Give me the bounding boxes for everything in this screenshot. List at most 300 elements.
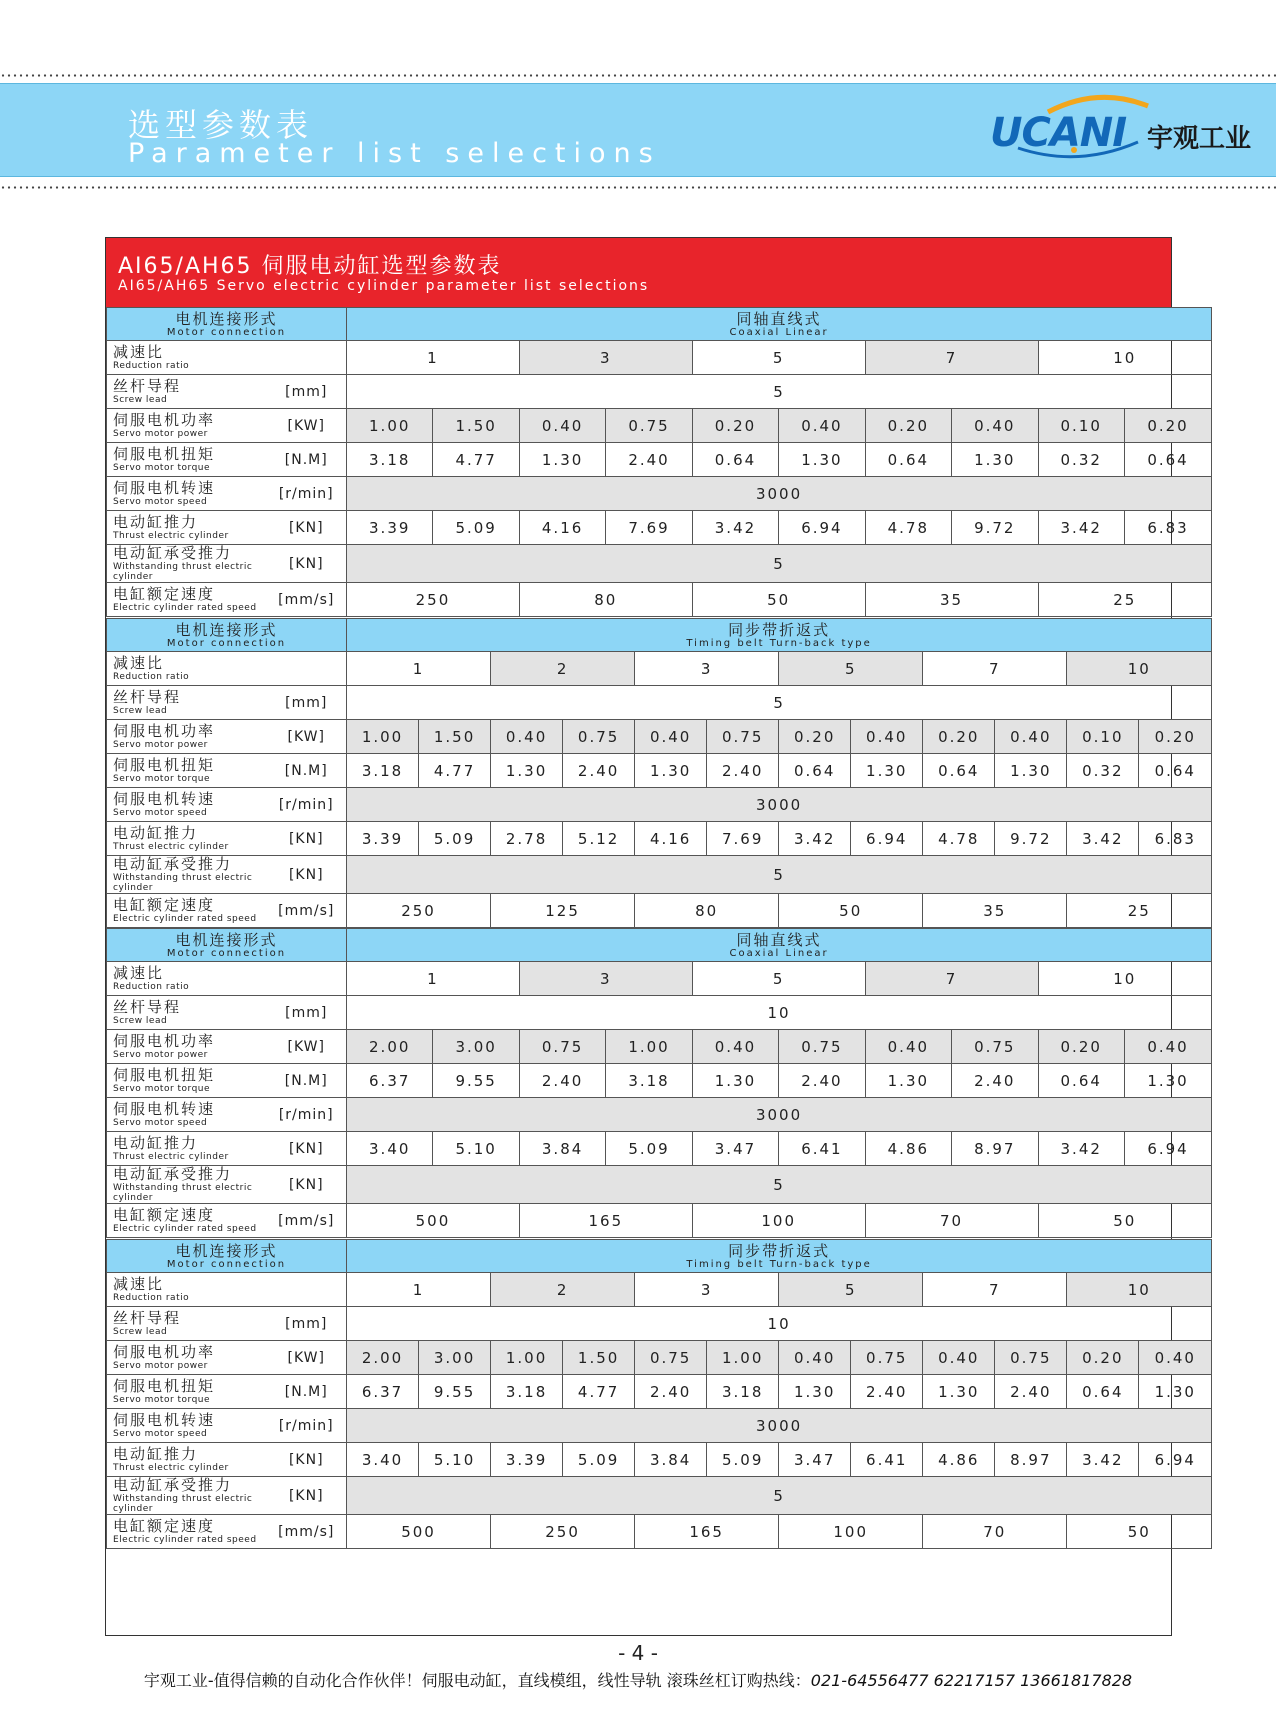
power-cell: 0.20 xyxy=(1139,720,1212,754)
rated-speed-cell: 35 xyxy=(923,894,1067,928)
footer-slogan xyxy=(0,1668,1276,1691)
power-cell: 1.00 xyxy=(347,409,433,443)
row-label-reduction_ratio xyxy=(107,962,347,996)
row-label-withstanding xyxy=(107,1166,267,1204)
thrust-cell: 5.10 xyxy=(419,1443,491,1477)
power-cell: 0.40 xyxy=(635,720,707,754)
rated-speed-cell: 100 xyxy=(692,1204,865,1238)
withstanding-value: 5 xyxy=(347,1166,1212,1204)
power-cell: 0.40 xyxy=(491,720,563,754)
thrust-cell: 3.39 xyxy=(491,1443,563,1477)
connection-type-header xyxy=(347,1240,1212,1273)
rated-speed-cell: 500 xyxy=(347,1515,491,1549)
thrust-cell: 2.78 xyxy=(491,822,563,856)
header-en: Motor connection xyxy=(166,637,287,649)
power-cell: 0.20 xyxy=(923,720,995,754)
rated-speed-cell: 165 xyxy=(635,1515,779,1549)
row-label-cn: 电动缸推力 xyxy=(113,513,199,531)
thrust-cell: 3.47 xyxy=(779,1443,851,1477)
row-label-motor_torque xyxy=(107,443,267,477)
rated-speed-cell: 80 xyxy=(519,583,692,617)
ratio-cell: 7 xyxy=(923,1273,1067,1307)
torque-cell: 0.64 xyxy=(1124,443,1211,477)
torque-cell: 1.30 xyxy=(779,443,865,477)
power-cell: 0.40 xyxy=(519,409,605,443)
unit-motor_torque: [N.M] xyxy=(267,1375,347,1409)
row-label-cn: 减速比 xyxy=(113,1275,165,1293)
row-label-screw_lead xyxy=(107,996,267,1030)
row-label-reduction_ratio xyxy=(107,341,347,375)
ratio-cell: 1 xyxy=(347,341,520,375)
thrust-cell: 5.09 xyxy=(419,822,491,856)
motor-connection-header xyxy=(107,929,347,962)
thrust-cell: 3.47 xyxy=(692,1132,778,1166)
ratio-cell: 5 xyxy=(692,341,865,375)
row-label-en: Withstanding thrust electric cylinder xyxy=(113,873,253,893)
row-label-cn: 伺服电机转速 xyxy=(113,479,216,497)
rated-speed-cell: 100 xyxy=(779,1515,923,1549)
torque-cell: 0.64 xyxy=(865,443,951,477)
row-label-cn: 丝杆导程 xyxy=(113,1309,182,1327)
connection-type-en: Coaxial Linear xyxy=(729,947,829,959)
spec-table-2 xyxy=(106,618,1212,928)
rated-speed-cell: 80 xyxy=(635,894,779,928)
power-cell: 0.75 xyxy=(606,409,692,443)
thrust-cell: 8.97 xyxy=(952,1132,1038,1166)
motor-connection-header xyxy=(107,619,347,652)
torque-cell: 2.40 xyxy=(851,1375,923,1409)
torque-cell: 1.30 xyxy=(635,754,707,788)
torque-cell: 9.55 xyxy=(433,1064,519,1098)
rated-speed-cell: 50 xyxy=(1067,1515,1212,1549)
ratio-cell: 2 xyxy=(491,652,635,686)
torque-cell: 1.30 xyxy=(779,1375,851,1409)
row-label-en: Electric cylinder rated speed xyxy=(113,1224,257,1234)
row-label-thrust xyxy=(107,822,267,856)
header-en: Motor connection xyxy=(166,326,287,338)
unit-motor_power: [KW] xyxy=(267,1030,347,1064)
row-label-cn: 电动缸推力 xyxy=(113,1134,199,1152)
unit-motor_torque: [N.M] xyxy=(267,1064,347,1098)
motor-connection-header xyxy=(107,308,347,341)
thrust-cell: 5.09 xyxy=(433,511,519,545)
power-cell: 0.10 xyxy=(1038,409,1124,443)
power-cell: 0.75 xyxy=(519,1030,605,1064)
unit-thrust: [KN] xyxy=(267,1132,347,1166)
page-number: - 4 - xyxy=(618,1641,658,1665)
connection-type-header xyxy=(347,619,1212,652)
row-label-withstanding xyxy=(107,545,267,583)
power-cell: 0.20 xyxy=(1124,409,1211,443)
row-label-motor_power xyxy=(107,1030,267,1064)
row-label-motor_torque xyxy=(107,1375,267,1409)
row-label-en: Reduction ratio xyxy=(113,361,190,371)
unit-withstanding: [KN] xyxy=(267,856,347,894)
row-label-screw_lead xyxy=(107,686,267,720)
thrust-cell: 5.10 xyxy=(433,1132,519,1166)
connection-type-cn: 同步带折返式 xyxy=(728,1241,831,1260)
row-label-thrust xyxy=(107,511,267,545)
row-label-cn: 电动缸推力 xyxy=(113,824,199,842)
ratio-cell: 7 xyxy=(923,652,1067,686)
row-label-cn: 伺服电机功率 xyxy=(113,722,216,740)
row-label-en: Withstanding thrust electric cylinder xyxy=(113,562,253,582)
row-label-screw_lead xyxy=(107,1307,267,1341)
thrust-cell: 7.69 xyxy=(707,822,779,856)
thrust-cell: 3.39 xyxy=(347,511,433,545)
ratio-cell: 7 xyxy=(865,962,1038,996)
thrust-cell: 8.97 xyxy=(995,1443,1067,1477)
torque-cell: 6.37 xyxy=(347,1064,433,1098)
rated-speed-cell: 25 xyxy=(1038,583,1212,617)
header-cn: 电机连接形式 xyxy=(175,309,278,328)
row-label-motor_power xyxy=(107,1341,267,1375)
row-label-en: Servo motor torque xyxy=(113,1395,211,1405)
torque-cell: 1.30 xyxy=(692,1064,778,1098)
ratio-cell: 5 xyxy=(779,652,923,686)
torque-cell: 2.40 xyxy=(519,1064,605,1098)
power-cell: 0.40 xyxy=(851,720,923,754)
thrust-cell: 6.83 xyxy=(1124,511,1211,545)
connection-type-cn: 同步带折返式 xyxy=(728,620,831,639)
torque-cell: 9.55 xyxy=(419,1375,491,1409)
thrust-cell: 6.41 xyxy=(779,1132,865,1166)
rated-speed-cell: 250 xyxy=(347,583,520,617)
row-label-en: Servo motor power xyxy=(113,1361,208,1371)
torque-cell: 1.30 xyxy=(865,1064,951,1098)
row-label-cn: 丝杆导程 xyxy=(113,377,182,395)
power-cell: 0.20 xyxy=(1067,1341,1139,1375)
unit-motor_torque: [N.M] xyxy=(267,754,347,788)
company-logo xyxy=(990,90,1270,170)
rated-speed-cell: 50 xyxy=(1038,1204,1212,1238)
thrust-cell: 3.42 xyxy=(692,511,778,545)
row-label-reduction_ratio xyxy=(107,1273,347,1307)
screw-lead-value: 10 xyxy=(347,1307,1212,1341)
row-label-cn: 电动缸承受推力 xyxy=(113,855,233,873)
screw-lead-value: 5 xyxy=(347,375,1212,409)
torque-cell: 2.40 xyxy=(995,1375,1067,1409)
row-label-en: Thrust electric cylinder xyxy=(113,1463,229,1473)
row-label-rated_speed xyxy=(107,583,267,617)
torque-cell: 0.64 xyxy=(1067,1375,1139,1409)
spec-table-1 xyxy=(106,307,1212,617)
row-label-cn: 伺服电机扭矩 xyxy=(113,1066,216,1084)
motor-speed-value: 3000 xyxy=(347,1409,1212,1443)
torque-cell: 0.64 xyxy=(692,443,778,477)
table-title-cn: AI65/AH65 伺服电动缸选型参数表 xyxy=(118,254,502,279)
unit-motor_speed: [r/min] xyxy=(267,1098,347,1132)
torque-cell: 0.32 xyxy=(1038,443,1124,477)
thrust-cell: 3.84 xyxy=(635,1443,707,1477)
row-label-en: Reduction ratio xyxy=(113,1293,190,1303)
thrust-cell: 6.94 xyxy=(851,822,923,856)
rated-speed-cell: 250 xyxy=(347,894,491,928)
row-label-cn: 电动缸承受推力 xyxy=(113,1165,233,1183)
power-cell: 0.75 xyxy=(635,1341,707,1375)
rated-speed-cell: 70 xyxy=(865,1204,1038,1238)
logo-text-en: UCANI xyxy=(990,110,1127,156)
row-label-withstanding xyxy=(107,856,267,894)
rated-speed-cell: 500 xyxy=(347,1204,520,1238)
unit-withstanding: [KN] xyxy=(267,1166,347,1204)
connection-type-en: Timing belt Turn-back type xyxy=(686,1258,872,1270)
spec-table-3 xyxy=(106,928,1212,1238)
row-label-motor_power xyxy=(107,720,267,754)
row-label-motor_speed xyxy=(107,1098,267,1132)
banner-title-cn: 选型参数表 xyxy=(128,106,314,144)
header-cn: 电机连接形式 xyxy=(175,620,278,639)
row-label-rated_speed xyxy=(107,1515,267,1549)
row-label-cn: 伺服电机转速 xyxy=(113,790,216,808)
thrust-cell: 6.94 xyxy=(779,511,865,545)
rated-speed-cell: 50 xyxy=(779,894,923,928)
row-label-motor_torque xyxy=(107,754,267,788)
thrust-cell: 4.86 xyxy=(923,1443,995,1477)
row-label-en: Servo motor speed xyxy=(113,1118,208,1128)
row-label-cn: 电缸额定速度 xyxy=(113,1517,216,1535)
torque-cell: 3.18 xyxy=(347,443,433,477)
unit-withstanding: [KN] xyxy=(267,545,347,583)
thrust-cell: 3.84 xyxy=(519,1132,605,1166)
connection-type-header xyxy=(347,929,1212,962)
row-label-cn: 减速比 xyxy=(113,654,165,672)
power-cell: 2.00 xyxy=(347,1341,419,1375)
ratio-cell: 10 xyxy=(1038,341,1212,375)
thrust-cell: 9.72 xyxy=(952,511,1038,545)
row-label-en: Screw lead xyxy=(113,395,168,405)
power-cell: 0.40 xyxy=(865,1030,951,1064)
ratio-cell: 7 xyxy=(865,341,1038,375)
unit-motor_speed: [r/min] xyxy=(267,1409,347,1443)
row-label-en: Servo motor torque xyxy=(113,1084,211,1094)
row-label-en: Reduction ratio xyxy=(113,982,190,992)
power-cell: 0.40 xyxy=(952,409,1038,443)
table-title-bar xyxy=(106,238,1171,307)
row-label-cn: 伺服电机功率 xyxy=(113,1032,216,1050)
ratio-cell: 5 xyxy=(692,962,865,996)
torque-cell: 2.40 xyxy=(952,1064,1038,1098)
unit-motor_torque: [N.M] xyxy=(267,443,347,477)
thrust-cell: 5.09 xyxy=(606,1132,692,1166)
withstanding-value: 5 xyxy=(347,856,1212,894)
power-cell: 0.20 xyxy=(1038,1030,1124,1064)
power-cell: 0.10 xyxy=(1067,720,1139,754)
thrust-cell: 6.83 xyxy=(1139,822,1212,856)
ratio-cell: 10 xyxy=(1067,1273,1212,1307)
thrust-cell: 3.40 xyxy=(347,1443,419,1477)
power-cell: 1.50 xyxy=(419,720,491,754)
row-label-cn: 伺服电机功率 xyxy=(113,1343,216,1361)
torque-cell: 4.77 xyxy=(563,1375,635,1409)
power-cell: 1.00 xyxy=(707,1341,779,1375)
unit-motor_speed: [r/min] xyxy=(267,477,347,511)
row-label-motor_speed xyxy=(107,788,267,822)
withstanding-value: 5 xyxy=(347,545,1212,583)
unit-screw_lead: [mm] xyxy=(267,996,347,1030)
power-cell: 0.40 xyxy=(1139,1341,1212,1375)
row-label-reduction_ratio xyxy=(107,652,347,686)
row-label-cn: 电缸额定速度 xyxy=(113,896,216,914)
row-label-en: Electric cylinder rated speed xyxy=(113,914,257,924)
row-label-en: Servo motor torque xyxy=(113,774,211,784)
power-cell: 3.00 xyxy=(433,1030,519,1064)
torque-cell: 0.64 xyxy=(779,754,851,788)
unit-withstanding: [KN] xyxy=(267,1477,347,1515)
torque-cell: 2.40 xyxy=(779,1064,865,1098)
row-label-cn: 丝杆导程 xyxy=(113,998,182,1016)
torque-cell: 1.30 xyxy=(995,754,1067,788)
thrust-cell: 5.12 xyxy=(563,822,635,856)
ratio-cell: 1 xyxy=(347,1273,491,1307)
row-label-en: Servo motor speed xyxy=(113,1429,208,1439)
banner-title-en: Parameter list selections xyxy=(128,138,661,169)
screw-lead-value: 10 xyxy=(347,996,1212,1030)
torque-cell: 2.40 xyxy=(606,443,692,477)
screw-lead-value: 5 xyxy=(347,686,1212,720)
connection-type-en: Coaxial Linear xyxy=(729,326,829,338)
power-cell: 0.75 xyxy=(779,1030,865,1064)
row-label-en: Servo motor torque xyxy=(113,463,211,473)
power-cell: 0.75 xyxy=(952,1030,1038,1064)
torque-cell: 1.30 xyxy=(491,754,563,788)
header-en: Motor connection xyxy=(166,947,287,959)
power-cell: 0.40 xyxy=(779,1341,851,1375)
row-label-en: Servo motor speed xyxy=(113,497,208,507)
power-cell: 1.00 xyxy=(606,1030,692,1064)
row-label-cn: 电缸额定速度 xyxy=(113,1206,216,1224)
unit-screw_lead: [mm] xyxy=(267,1307,347,1341)
rated-speed-cell: 125 xyxy=(491,894,635,928)
unit-thrust: [KN] xyxy=(267,822,347,856)
row-label-en: Reduction ratio xyxy=(113,672,190,682)
motor-speed-value: 3000 xyxy=(347,477,1212,511)
torque-cell: 4.77 xyxy=(433,443,519,477)
unit-motor_power: [KW] xyxy=(267,409,347,443)
row-label-cn: 电动缸推力 xyxy=(113,1445,199,1463)
power-cell: 0.20 xyxy=(692,409,778,443)
rated-speed-cell: 50 xyxy=(692,583,865,617)
unit-motor_speed: [r/min] xyxy=(267,788,347,822)
torque-cell: 0.64 xyxy=(923,754,995,788)
row-label-en: Servo motor speed xyxy=(113,808,208,818)
unit-rated_speed: [mm/s] xyxy=(267,583,347,617)
header-banner xyxy=(0,83,1276,177)
row-label-en: Thrust electric cylinder xyxy=(113,1152,229,1162)
torque-cell: 0.64 xyxy=(1139,754,1212,788)
row-label-cn: 伺服电机转速 xyxy=(113,1411,216,1429)
row-label-cn: 丝杆导程 xyxy=(113,688,182,706)
rated-speed-cell: 165 xyxy=(519,1204,692,1238)
ratio-cell: 10 xyxy=(1038,962,1212,996)
power-cell: 1.00 xyxy=(347,720,419,754)
power-cell: 0.75 xyxy=(995,1341,1067,1375)
unit-rated_speed: [mm/s] xyxy=(267,894,347,928)
thrust-cell: 3.42 xyxy=(1038,1132,1124,1166)
thrust-cell: 3.40 xyxy=(347,1132,433,1166)
power-cell: 0.20 xyxy=(865,409,951,443)
unit-screw_lead: [mm] xyxy=(267,375,347,409)
power-cell: 0.40 xyxy=(1124,1030,1211,1064)
ratio-cell: 3 xyxy=(519,341,692,375)
row-label-thrust xyxy=(107,1443,267,1477)
motor-speed-value: 3000 xyxy=(347,1098,1212,1132)
torque-cell: 3.18 xyxy=(491,1375,563,1409)
top-dotted-rule xyxy=(0,74,1276,77)
row-label-en: Servo motor power xyxy=(113,1050,208,1060)
torque-cell: 0.32 xyxy=(1067,754,1139,788)
row-label-rated_speed xyxy=(107,1204,267,1238)
torque-cell: 2.40 xyxy=(563,754,635,788)
power-cell: 1.50 xyxy=(433,409,519,443)
row-label-thrust xyxy=(107,1132,267,1166)
connection-type-cn: 同轴直线式 xyxy=(736,930,822,949)
thrust-cell: 3.42 xyxy=(1038,511,1124,545)
motor-speed-value: 3000 xyxy=(347,788,1212,822)
torque-cell: 1.30 xyxy=(1139,1375,1212,1409)
header-en: Motor connection xyxy=(166,1258,287,1270)
torque-cell: 3.18 xyxy=(606,1064,692,1098)
power-cell: 0.75 xyxy=(707,720,779,754)
thrust-cell: 4.78 xyxy=(865,511,951,545)
row-label-en: Thrust electric cylinder xyxy=(113,531,229,541)
spec-table-4 xyxy=(106,1239,1212,1549)
row-label-en: Electric cylinder rated speed xyxy=(113,603,257,613)
withstanding-value: 5 xyxy=(347,1477,1212,1515)
torque-cell: 1.30 xyxy=(851,754,923,788)
row-label-en: Servo motor power xyxy=(113,740,208,750)
thrust-cell: 6.41 xyxy=(851,1443,923,1477)
row-label-cn: 电动缸承受推力 xyxy=(113,1476,233,1494)
power-cell: 0.20 xyxy=(779,720,851,754)
power-cell: 1.00 xyxy=(491,1341,563,1375)
table-title-en: AI65/AH65 Servo electric cylinder parameter list selections xyxy=(118,278,650,294)
power-cell: 0.40 xyxy=(779,409,865,443)
row-label-cn: 伺服电机转速 xyxy=(113,1100,216,1118)
row-label-en: Servo motor power xyxy=(113,429,208,439)
torque-cell: 2.40 xyxy=(635,1375,707,1409)
row-label-cn: 伺服电机扭矩 xyxy=(113,756,216,774)
row-label-cn: 伺服电机扭矩 xyxy=(113,1377,216,1395)
footer-phone-numbers: 021-64556477 62217157 13661817828 xyxy=(810,1671,1133,1690)
row-label-en: Thrust electric cylinder xyxy=(113,842,229,852)
rated-speed-cell: 250 xyxy=(491,1515,635,1549)
torque-cell: 4.77 xyxy=(419,754,491,788)
ratio-cell: 1 xyxy=(347,652,491,686)
row-label-motor_torque xyxy=(107,1064,267,1098)
power-cell: 0.40 xyxy=(995,720,1067,754)
ratio-cell: 2 xyxy=(491,1273,635,1307)
unit-screw_lead: [mm] xyxy=(267,686,347,720)
logo-text-cn: 宇观工业 xyxy=(1147,124,1252,154)
power-cell: 0.75 xyxy=(851,1341,923,1375)
rated-speed-cell: 25 xyxy=(1067,894,1212,928)
parameter-table-panel xyxy=(105,237,1196,1636)
torque-cell: 1.30 xyxy=(1124,1064,1211,1098)
torque-cell: 1.30 xyxy=(952,443,1038,477)
header-cn: 电机连接形式 xyxy=(175,1241,278,1260)
row-label-withstanding xyxy=(107,1477,267,1515)
row-label-cn: 减速比 xyxy=(113,343,165,361)
row-label-cn: 伺服电机功率 xyxy=(113,411,216,429)
row-label-rated_speed xyxy=(107,894,267,928)
row-label-screw_lead xyxy=(107,375,267,409)
row-label-cn: 减速比 xyxy=(113,964,165,982)
power-cell: 0.40 xyxy=(692,1030,778,1064)
thrust-cell: 5.09 xyxy=(563,1443,635,1477)
thrust-cell: 6.94 xyxy=(1139,1443,1212,1477)
ratio-cell: 1 xyxy=(347,962,520,996)
